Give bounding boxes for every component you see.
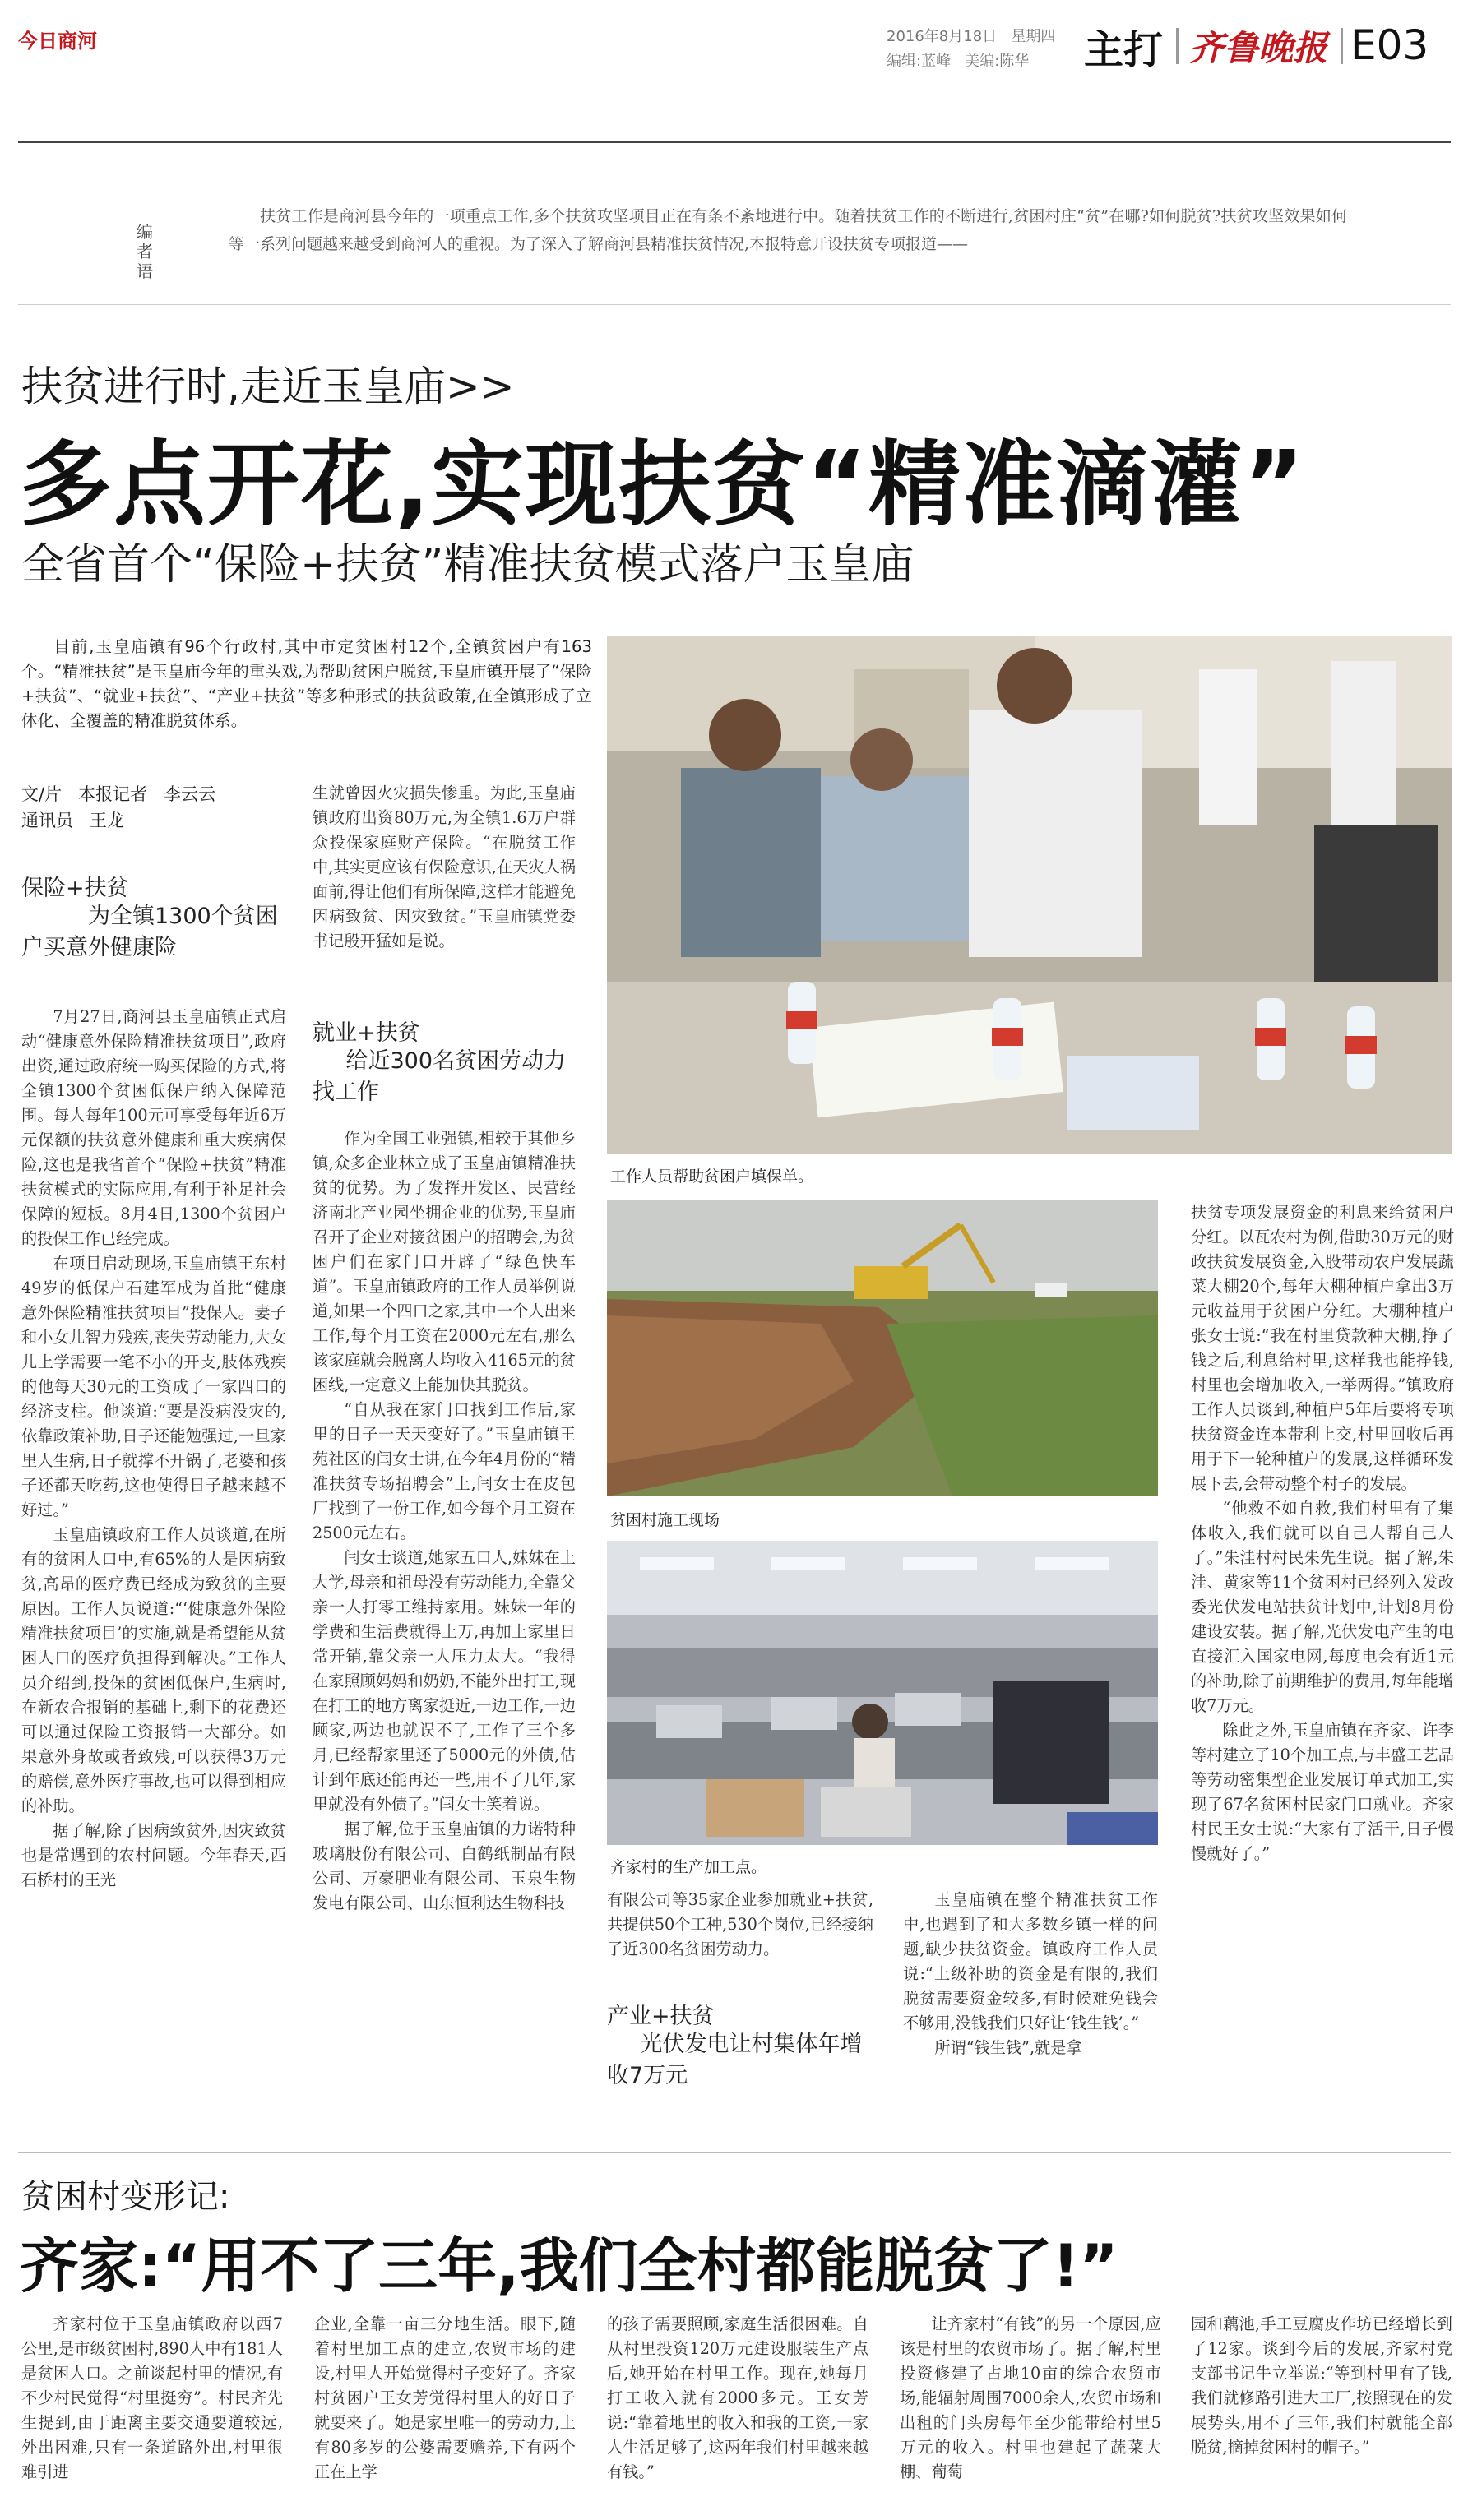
section1-title: 为全镇1300个贫困户买意外健康险: [21, 904, 278, 960]
photo-processing-workshop-image: [607, 1541, 1158, 1845]
byline-reporter: 文/片 本报记者 李云云: [21, 784, 216, 804]
story-divider: [18, 2152, 1451, 2153]
story1-lead: 目前,玉皇庙镇有96个行政村,其中市定贫困村12个,全镇贫困户有163个。“精准扶贫”是玉皇庙今年的重头戏,为帮助贫困户脱贫,玉皇庙镇开展了“保险+扶贫”、“就业+扶贫”、“产业+扶贫”等多种形式的扶贫政策,在全镇形成了立体化、全覆盖的精准脱贫体系。: [21, 637, 592, 730]
story2-kicker: 贫困村变形记:: [21, 2178, 230, 2216]
page-number: E03: [1350, 21, 1429, 69]
story2-column-5: 园和藕池,手工豆腐皮作坊已经增长到了12家。谈到今后的发展,齐家村党支部书记牛立举说:“等到村里有了钱,我们就修路引进大工厂,按照现在的发展势头,用不了三年,我们村就能全部脱贫,摘掉贫困村的帽子。”: [1191, 2314, 1452, 2457]
story1-kicker: 扶贫进行时,走近玉皇庙>>: [21, 363, 515, 410]
masthead-divider-2: [1341, 28, 1343, 64]
paragraph: 除此之外,玉皇庙镇在齐家、许李等村建立了10个加工点,与丰盛工艺品等劳动密集型企业发展订单式加工,实现了67名贫困村民家门口就业。齐家村民王女士说:“大家有了活干,日子慢慢就好了。”: [1191, 1721, 1454, 1863]
story1-column-4: [1191, 1200, 1454, 2139]
paragraph: 玉皇庙镇在整个精准扶贫工作中,也遇到了和大多数乡镇一样的问题,缺少扶贫资金。镇政府工作人员说:“上级补助的资金是有限的,我们脱贫需要资金较多,有时候难免钱会不够用,没钱我们只好让‘钱生钱’。”: [903, 1890, 1158, 2032]
story1-column-2b: [313, 1126, 576, 2139]
editor-note-rule: [18, 304, 1451, 305]
caption-workshop: 齐家村的生产加工点。: [610, 1858, 767, 1876]
section2-title: 给近300名贫困劳动力找工作: [313, 1048, 567, 1105]
story2-column-3: 的孩子需要照顾,家庭生活很困难。自从村里投资120万元建设服装生产点后,她开始在村里工作。现在,她每月打工收入就有2000多元。王女芳说:“靠着地里的收入和我的工资,一家人生活足够了,这两年我们村里越来越有钱。”: [607, 2314, 868, 2481]
story1-column-3b: [903, 1888, 1158, 2139]
story2-column-2: 企业,全靠一亩三分地生活。眼下,随着村里加工点的建立,农贸市场的建设,村里人开始觉得村子变好了。齐家村贫困户王女芳觉得村里人的好日子就要来了。她是家里唯一的劳动力,上有80多岁的公婆需要赡养,下有两个正在上学: [314, 2314, 576, 2481]
paragraph: “他救不如自救,我们村里有了集体收入,我们就可以自己人帮自己人了。”朱洼村村民朱先生说。据了解,朱洼、黄家等11个贫困村已经列入发改委光伏发电站扶贫计划中,计划8月份建设安装。据了解,光伏发电产生的电直接汇入国家电网,每度电会有近1元的补助,除了前期维护的费用,每年能增收7万元。: [1191, 1499, 1454, 1715]
editor-note-text: 扶贫工作是商河县今年的一项重点工作,多个扶贫攻坚项目正在有条不紊地进行中。随着扶贫工作的不断进行,贫困村庄“贫”在哪?如何脱贫?扶贫攻坚效果如何等一系列问题越来越受到商河人的重视。为了深入了解商河县精准扶贫情况,本报特意开设扶贫专项报道——: [229, 207, 1347, 253]
paragraph: 扶贫专项发展资金的利息来给贫困户分红。以瓦农村为例,借助30万元的财政扶贫发展资金,入股带动农户发展蔬菜大棚20个,每年大棚种植户拿出3万元收益用于贫困户分红。大棚种植户张女士说:“我在村里贷款种大棚,挣了钱之后,利息给村里,这样我也能挣钱,村里也会增加收入,一举两得。”镇政府工作人员谈到,种植户5年后要将专项扶贫资金连本带利上交,村里回收后再用于下一轮种植户的发展,这样循环发展下去,会带动整个村子的发展。: [1191, 1203, 1454, 1493]
editor-note-label: 编者语: [137, 222, 153, 281]
paragraph: 在项目启动现场,玉皇庙镇王东村49岁的低保户石建军成为首批“健康意外保险精准扶贫项目”投保人。妻子和小女儿智力残疾,丧失劳动能力,大女儿上学需要一笔不小的开支,肢体残疾的他每天30元的工资成了一家四口的经济支柱。他谈道:“要是没病没灾的,依靠政策补助,日子还能勉强过,一旦家里人生病,日子就撑不开锅了,老婆和孩子还都天吃药,这也使得日子越来越不好过。”: [21, 1254, 286, 1519]
story2-headline: 齐家:“用不了三年,我们全村都能脱贫了!”: [20, 2231, 1118, 2300]
caption-insurance: 工作人员帮助贫困户填保单。: [610, 1168, 814, 1186]
paragraph: 所谓“钱生钱”,就是拿: [934, 2038, 1082, 2057]
masthead-rule: [18, 141, 1451, 143]
story1-column-2a: [313, 781, 576, 1011]
section1-tag: 保险+扶贫: [21, 876, 129, 901]
photo-insurance-signing-image: [607, 636, 1452, 1154]
photo-insurance-signing: [607, 636, 1452, 1154]
photo-construction-site-image: [607, 1200, 1158, 1496]
paragraph: 作为全国工业强镇,相较于其他乡镇,众多企业林立成了玉皇庙镇精准扶贫的优势。为了发挥开发区、民营经济南北产业园坐拥企业的优势,玉皇庙召开了企业对接贫困户的招聘会,为贫困户们在家门口开辟了“绿色快车道”。玉皇庙镇政府的工作人员举例说道,如果一个四口之家,其中一个人出来工作,每个月工资在2000元左右,那么该家庭就会脱离人均收入4165元的贫困线,一定意义上能加快其脱贫。: [313, 1129, 576, 1394]
paper-logo: 齐鲁晚报: [1189, 28, 1328, 68]
story1-column-3a: [607, 1888, 873, 1995]
masthead-divider: [1176, 28, 1179, 64]
editor-line: 编辑:蓝峰 美编:陈华: [887, 53, 1030, 70]
story1-column-1: [21, 1005, 286, 2139]
paragraph: 闫女士谈道,她家五口人,妹妹在上大学,母亲和祖母没有劳动能力,全靠父亲一人打零工维持家用。妹妹一年的学费和生活费就得上万,再加上家里日常开销,靠父亲一人压力太大。“我得在家照顾妈妈和奶奶,不能外出打工,现在打工的地方离家挺近,一边工作,一边顾家,两边也就误不了,工作了三个多月,已经帮家里还了5000元的外债,估计到年底还能再还一些,用不了几年,家里就没有外债了。”闫女士笑着说。: [313, 1548, 576, 1814]
story2-column-4: 让齐家村“有钱”的另一个原因,应该是村里的农贸市场了。据了解,村里投资修建了占地10亩的综合农贸市场,能辐射周围7000余人,农贸市场和出租的门头房每年至少能带给村里5万元的收入。村里也建起了蔬菜大棚、葡萄: [900, 2314, 1161, 2481]
paragraph: 生就曾因火灾损失惨重。为此,玉皇庙镇政府出资80万元,为全镇1.6万户群众投保家庭财产保险。“在脱贫工作中,其实更应该有保险意识,在天灾人祸面前,得让他们有所保障,这样才能避免因病致贫、因灾致贫。”玉皇庙镇党委书记殷开猛如是说。: [313, 784, 576, 950]
story1-headline: 多点开花,实现扶贫“精准滴灌”: [20, 432, 1306, 539]
section2-tag: 就业+扶贫: [313, 1020, 420, 1046]
paragraph: 据了解,除了因病致贫外,因灾致贫也是常遇到的农村问题。今年春天,西石桥村的王光: [21, 1821, 286, 1889]
date-line: 2016年8月18日 星期四: [887, 28, 1056, 45]
section3-tag: 产业+扶贫: [607, 2004, 715, 2029]
column-name: 主打: [1084, 27, 1164, 73]
paragraph: 玉皇庙镇政府工作人员谈道,在所有的贫困人口中,有65%的人是因病致贫,高昂的医疗费已经成为致贫的主要原因。工作人员说道:“‘健康意外保险精准扶贫项目’的实施,就是希望能从贫困人口的医疗负担得到解决。”工作人员介绍到,投保的贫困低保户,生病时,在新农合报销的基础上,剩下的花费还可以通过保险工资报销一大部分。如果意外身故或者致残,可以获得3万元的赔偿,意外医疗事故,也可以得到相应的补助。: [21, 1525, 286, 1815]
story2-column-1: 齐家村位于玉皇庙镇政府以西7公里,是市级贫困村,890人中有181人是贫困人口。之前谈起村里的情况,有不少村民觉得“村里挺穷”。村民齐先生提到,由于距离主要交通要道较远,外出困难,只有一条道路外出,村里很难引进: [21, 2314, 283, 2481]
photo-construction-site: [607, 1200, 1158, 1496]
paragraph: 据了解,位于玉皇庙镇的力诺特种玻璃股份有限公司、白鹤纸制品有限公司、万豪肥业有限公司、玉泉生物发电有限公司、山东恒利达生物科技: [313, 1819, 576, 1912]
byline-correspondent: 通讯员 王龙: [21, 811, 125, 830]
story1-subhead: 全省首个“保险+扶贫”精准扶贫模式落户玉皇庙: [21, 540, 915, 590]
section-name: 今日商河: [18, 30, 97, 53]
caption-construction: 贫困村施工现场: [610, 1511, 720, 1529]
photo-processing-workshop: [607, 1541, 1158, 1845]
paragraph: “自从我在家门口找到工作后,家里的日子一天天变好了。”玉皇庙镇王苑社区的闫女士讲,在今年4月份的“精准扶贫专场招聘会”上,闫女士在皮包厂找到了一份工作,如今每个月工资在2500元左右。: [313, 1400, 576, 1542]
paragraph: 7月27日,商河县玉皇庙镇正式启动“健康意外保险精准扶贫项目”,政府出资,通过政府统一购买保险的方式,将全镇1300个贫困低保户纳入保障范围。每人每年100元可享受每年近6万元保额的扶贫意外健康和重大疾病保险,这也是我省首个“保险+扶贫”精准扶贫模式的实际应用,有利于补足社会保障的短板。8月4日,1300个贫困户的投保工作已经完成。: [21, 1007, 286, 1248]
paragraph: 有限公司等35家企业参加就业+扶贫,共提供50个工种,530个岗位,已经接纳了近300名贫困劳动力。: [607, 1890, 873, 1958]
section3-title: 光伏发电让村集体年增收7万元: [607, 2032, 863, 2088]
